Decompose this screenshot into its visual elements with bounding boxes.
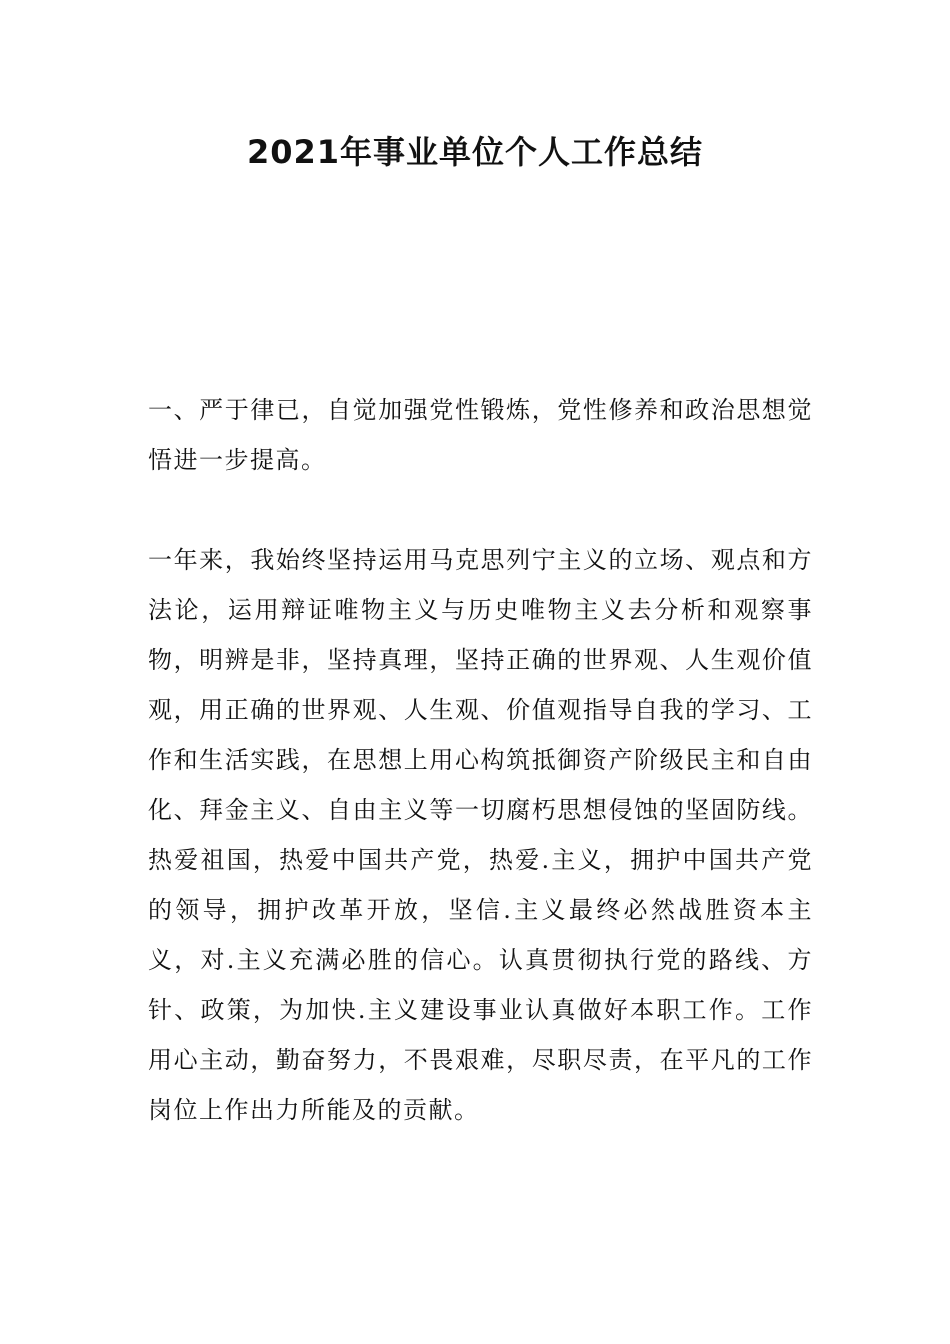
paragraph-heading: 一、严于律已，自觉加强党性锻炼，党性修养和政治思想觉悟进一步提高。 — [148, 396, 813, 474]
paragraph-body: 一年来，我始终坚持运用马克思列宁主义的立场、观点和方法论，运用辩证唯物主义与历史唯物主义去分析和观察事物，明辨是非，坚持真理，坚持正确的世界观、人生观价值观，用正确的世界观、人生观、价值观指导自我的学习、工作和生活实践，在思想上用心构筑抵御资产阶级民主和自由化、拜金主义、自由主义等一切腐朽思想侵蚀的坚固防线。热爱祖国，热爱中国共产党，热爱.主义，拥护中国共产党的领导，拥护改革开放，坚信.主义最终必然战胜资本主义，对.主义充满必胜的信心。认真贯彻执行党的路线、方针、政策，为加快.主义建设事业认真做好本职工作。工作用心主动，勤奋努力，不畏艰难，尽职尽责，在平凡的工作岗位上作出力所能及的贡献。 — [148, 546, 813, 1124]
document-title: 2021年事业单位个人工作总结 — [246, 133, 704, 171]
document-body — [148, 385, 813, 1135]
